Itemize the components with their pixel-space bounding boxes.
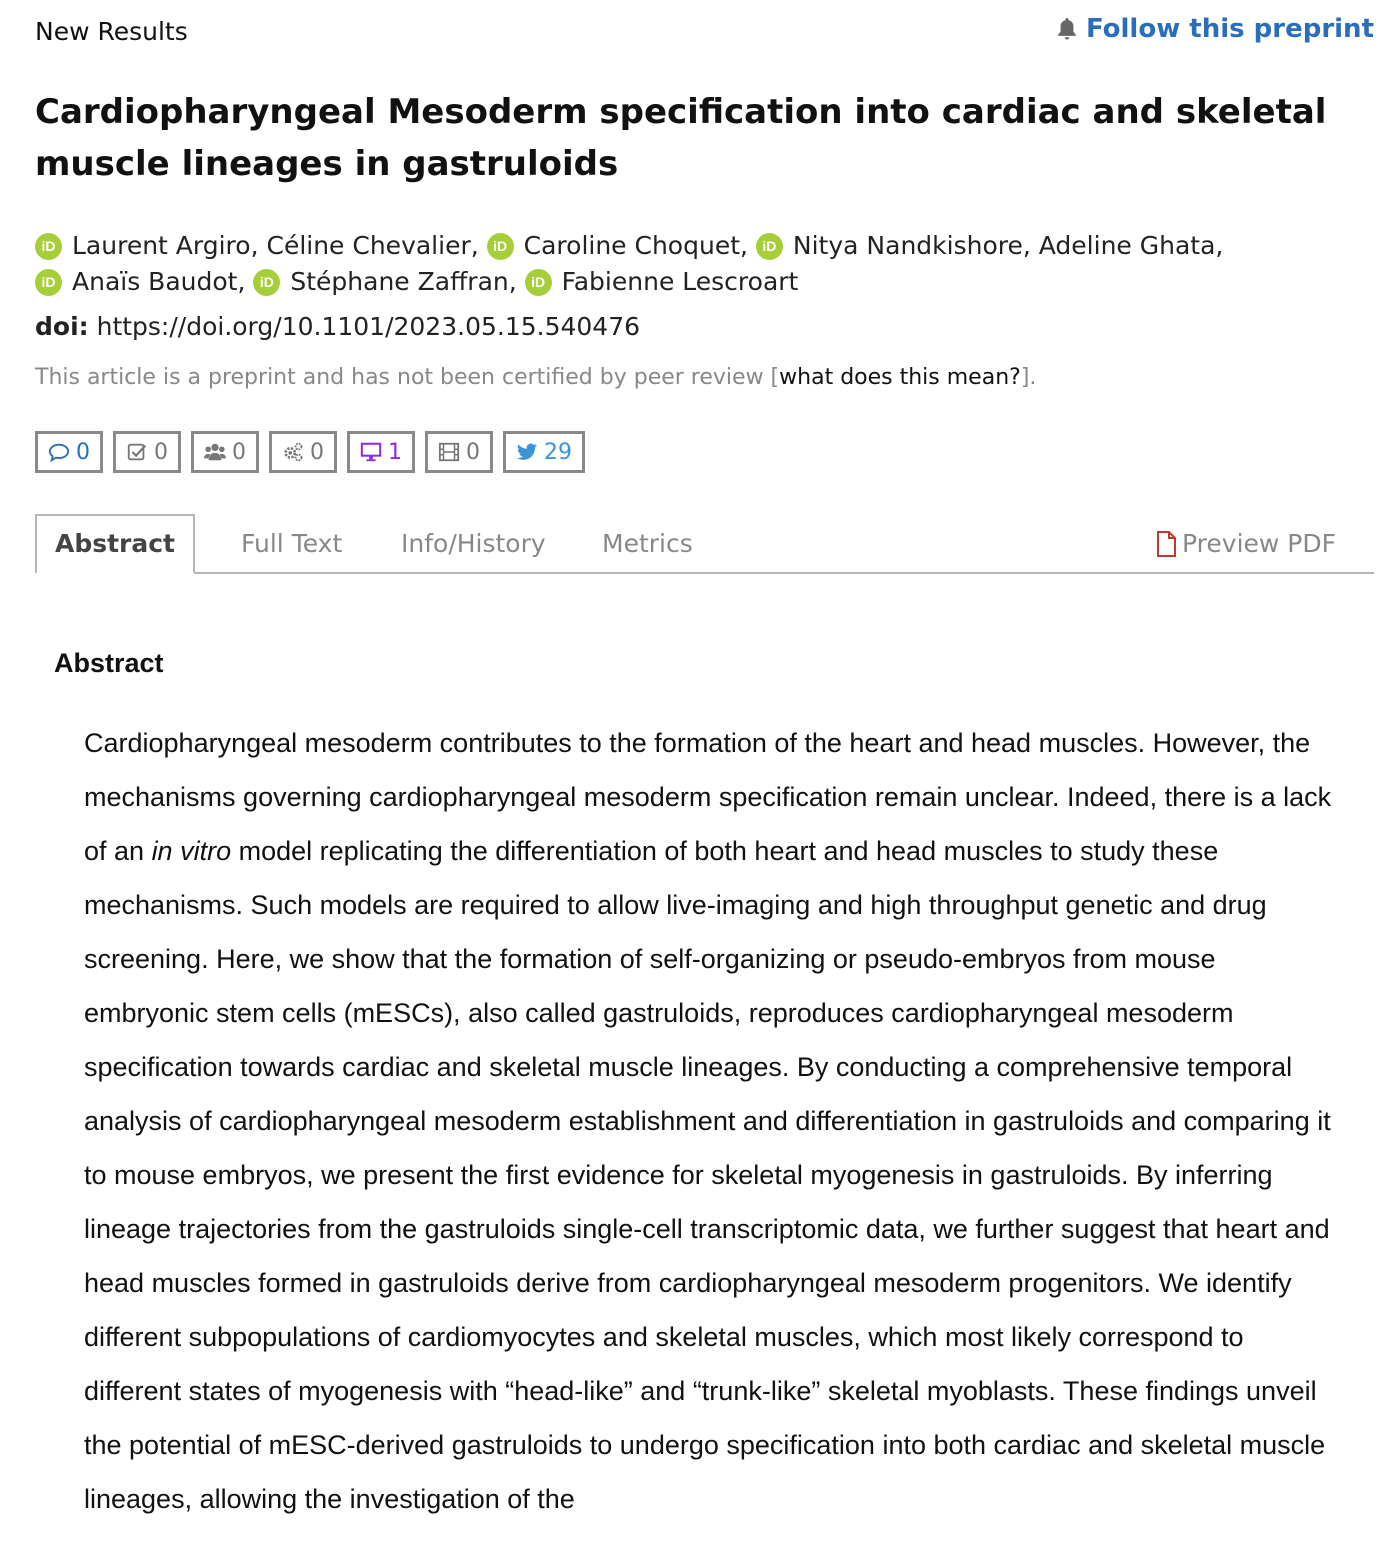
users-icon [204, 441, 226, 463]
counter-value: 0 [154, 439, 168, 465]
author-name-text: Stéphane Zaffran [290, 267, 509, 296]
metric-counters [35, 431, 585, 473]
author-name-text: Caroline Choquet [523, 231, 740, 260]
author-name-text: Laurent Argiro [72, 231, 251, 260]
abstract-italic: in vitro [151, 836, 232, 866]
orcid-icon[interactable]: iD [756, 233, 783, 260]
author-name[interactable] [756, 231, 1023, 260]
author-name[interactable] [253, 267, 508, 296]
author-name[interactable] [525, 267, 799, 296]
tab-metrics[interactable]: Metrics [602, 529, 693, 558]
top-bar [35, 14, 1374, 48]
counter-value: 0 [232, 439, 246, 465]
author-name-text: Anaïs Baudot [72, 267, 238, 296]
orcid-icon[interactable]: iD [35, 269, 62, 296]
abstract-text-part-1: Cardiopharyngeal mesoderm contributes to the formation of the heart and head muscles. However, the mechanisms governing cardiopharyngeal mesoderm specification remain unclear. Indeed, there is a lack of an [84, 728, 1332, 866]
abstract-heading: Abstract [54, 648, 164, 678]
preview-pdf-button[interactable] [1156, 514, 1336, 574]
gears-icon [282, 441, 304, 463]
author-separator: , [237, 267, 254, 296]
orcid-icon[interactable]: iD [487, 233, 514, 260]
author-name[interactable] [1039, 231, 1216, 260]
author-name-text: Nitya Nandkishore [792, 231, 1023, 260]
tab-info-history[interactable]: Info/History [401, 529, 546, 558]
author-name[interactable] [35, 231, 251, 260]
doi-link[interactable]: https://doi.org/10.1101/2023.05.15.540476 [96, 312, 641, 341]
status-label: New Results [35, 17, 188, 46]
author-separator: , [1022, 231, 1039, 260]
what-does-this-mean-link[interactable]: what does this mean? [779, 365, 1021, 390]
film-icon [438, 441, 460, 463]
author-separator: , [508, 267, 525, 296]
pdf-file-icon [1156, 531, 1176, 557]
author-name-text: Fabienne Lescroart [561, 267, 799, 296]
counter-value: 1 [388, 439, 402, 465]
counter-value: 29 [544, 439, 572, 465]
orcid-icon[interactable]: iD [35, 233, 62, 260]
counter-users[interactable] [191, 431, 259, 473]
counter-monitor[interactable] [347, 431, 415, 473]
follow-preprint-label: Follow this preprint [1085, 14, 1374, 44]
author-separator: , [1215, 231, 1224, 260]
checkbox-icon [126, 441, 148, 463]
abstract-text [84, 716, 1334, 1526]
monitor-icon [360, 441, 382, 463]
counter-gears[interactable] [269, 431, 337, 473]
author-separator: , [470, 231, 487, 260]
tab-full-text[interactable]: Full Text [241, 529, 343, 558]
orcid-icon[interactable]: iD [525, 269, 552, 296]
article-tabs [35, 514, 1374, 574]
follow-preprint-button[interactable] [1056, 14, 1374, 44]
preprint-notice-text: This article is a preprint and has not been certified by peer review [ [35, 365, 780, 390]
twitter-icon [516, 441, 538, 463]
author-name-text: Céline Chevalier [266, 231, 471, 260]
counter-value: 0 [466, 439, 480, 465]
article-title: Cardiopharyngeal Mesoderm specification into cardiac and skeletal muscle lineages in gastruloids [35, 92, 1327, 184]
author-list [35, 228, 1355, 300]
abstract-text-part-2: model replicating the differentiation of both heart and head muscles to study these mechanisms. Such models are required to allow live-imaging and high throughput genetic and drug screening. Here, we show that the formation of self-organizing or pseudo-embryos from mouse embryonic stem cells (mESCs), also called gastruloids, reproduces cardiopharyngeal mesoderm specification towards cardiac and skeletal muscle lineages. By conducting a comprehensive temporal analysis of cardiopharyngeal mesoderm establishment and differentiation in gastruloids and comparing it to mouse embryos, we present the first evidence for skeletal myogenesis in gastruloids. By inferring lineage trajectories from the gastruloids single-cell transcriptomic data, we further suggest that heart and head muscles formed in gastruloids derive from cardiopharyngeal mesoderm progenitors. We identify different subpopulations of cardiomyocytes and skeletal muscles, which most likely correspond to different states of myogenesis with “head-like” and “trunk-like” skeletal myoblasts. These findings unveil the potential of mESC-derived gastruloids to undergo specification into both cardiac and skeletal muscle lineages, allowing the investigation of the [84, 836, 1331, 1514]
author-separator: , [740, 231, 756, 260]
author-name[interactable] [35, 267, 237, 296]
bell-icon [1056, 17, 1078, 41]
counter-value: 0 [310, 439, 324, 465]
orcid-icon[interactable]: iD [253, 269, 280, 296]
author-separator: , [250, 231, 267, 260]
tab-abstract[interactable]: Abstract [35, 514, 195, 574]
author-name[interactable] [266, 231, 470, 260]
doi-label: doi: [35, 312, 89, 341]
counter-value: 0 [76, 439, 90, 465]
preprint-notice-end: ]. [1020, 365, 1037, 390]
comment-icon [48, 441, 70, 463]
author-name[interactable] [487, 231, 740, 260]
doi [35, 312, 640, 341]
counter-checkbox[interactable] [113, 431, 181, 473]
author-name-text: Adeline Ghata [1038, 231, 1216, 260]
preprint-notice [35, 365, 1036, 390]
preview-pdf-label: Preview PDF [1182, 529, 1336, 558]
counter-twitter[interactable] [503, 431, 585, 473]
counter-comment[interactable] [35, 431, 103, 473]
counter-film[interactable] [425, 431, 493, 473]
